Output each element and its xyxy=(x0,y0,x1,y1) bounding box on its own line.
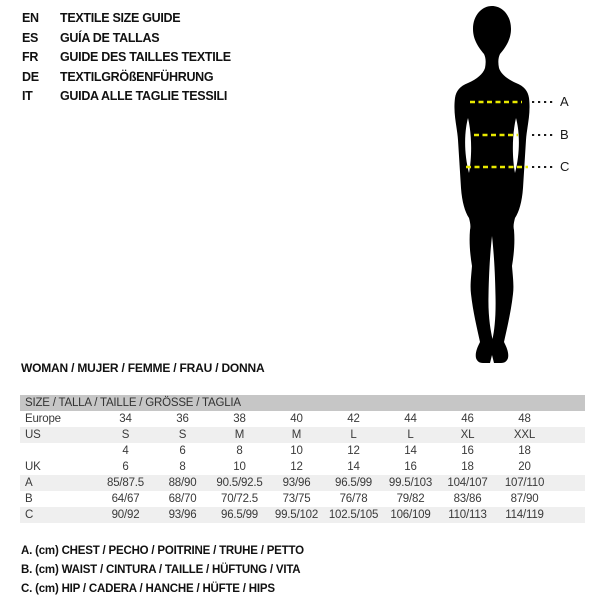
row-spacer xyxy=(553,491,585,507)
size-cell: M xyxy=(234,429,245,441)
size-cell: 14 xyxy=(404,445,417,457)
table-row xyxy=(20,411,585,427)
size-cell: 48 xyxy=(518,413,531,425)
size-cell: 38 xyxy=(233,413,246,425)
table-row xyxy=(20,459,585,475)
marker-label-b: B xyxy=(560,127,569,142)
size-cell: 12 xyxy=(347,445,360,457)
lang-row-en xyxy=(22,9,231,29)
table-row xyxy=(20,507,585,523)
table-row xyxy=(20,443,585,459)
size-cell: 10 xyxy=(233,461,246,473)
size-cell: 99.5/103 xyxy=(388,477,433,489)
size-cell: L xyxy=(350,429,357,441)
row-spacer xyxy=(553,475,585,491)
row-label: US xyxy=(25,429,41,441)
size-cell: 18 xyxy=(518,445,531,457)
size-cell: 93/96 xyxy=(168,509,197,521)
size-cell: 107/110 xyxy=(504,477,545,489)
size-table-header-row xyxy=(20,395,585,411)
size-cell: 79/82 xyxy=(396,493,425,505)
size-cell: 70/72.5 xyxy=(221,493,258,505)
lang-code: IT xyxy=(22,89,33,103)
size-cell: 106/109 xyxy=(390,509,431,521)
size-cell: 14 xyxy=(347,461,360,473)
size-cell: 85/87.5 xyxy=(107,477,144,489)
size-cell: 93/96 xyxy=(282,477,311,489)
size-cell: 96.5/99 xyxy=(335,477,372,489)
lang-code: FR xyxy=(22,50,39,64)
size-cell: 44 xyxy=(404,413,417,425)
measurement-legend xyxy=(21,542,304,599)
lang-text: TEXTILE SIZE GUIDE xyxy=(60,11,181,25)
row-label: C xyxy=(25,509,34,521)
size-cell: S xyxy=(121,429,130,441)
language-title-block xyxy=(22,9,231,107)
size-cell: 99.5/102 xyxy=(274,509,319,521)
size-cell: M xyxy=(291,429,302,441)
size-cell: 64/67 xyxy=(111,493,140,505)
row-spacer xyxy=(553,411,585,427)
size-cell: 88/90 xyxy=(168,477,197,489)
size-cell: 90/92 xyxy=(111,509,140,521)
table-row xyxy=(20,427,585,443)
lang-code: ES xyxy=(22,30,39,45)
table-row xyxy=(20,491,585,507)
size-cell: 12 xyxy=(290,461,303,473)
size-cell: 20 xyxy=(518,461,531,473)
row-spacer xyxy=(553,443,585,459)
legend-line-waist: B. (cm) WAIST / CINTURA / TAILLE / HÜFTUNG / VITA xyxy=(21,564,301,576)
lang-code: EN xyxy=(22,11,39,25)
size-cell: XXL xyxy=(513,429,536,441)
size-cell: L xyxy=(407,429,414,441)
row-spacer xyxy=(553,507,585,523)
legend-line-hip: C. (cm) HIP / CADERA / HANCHE / HÜFTE / HIPS xyxy=(21,583,275,595)
lang-row-de xyxy=(22,68,231,88)
row-spacer xyxy=(553,427,585,443)
size-cell: 10 xyxy=(290,445,303,457)
size-cell: 36 xyxy=(176,413,189,425)
row-label: UK xyxy=(25,461,41,473)
size-cell: 73/75 xyxy=(282,493,311,505)
row-spacer xyxy=(553,459,585,475)
size-cell: 18 xyxy=(461,461,474,473)
size-cell: 76/78 xyxy=(339,493,368,505)
table-row xyxy=(20,475,585,491)
size-cell: 104/107 xyxy=(447,477,488,489)
size-cell: 114/119 xyxy=(505,509,544,521)
size-cell: S xyxy=(178,429,187,441)
size-cell: 6 xyxy=(179,445,186,457)
size-table xyxy=(20,395,585,523)
size-cell: 6 xyxy=(122,461,129,473)
size-cell: 16 xyxy=(404,461,417,473)
row-label xyxy=(20,443,97,459)
lang-text: GUIDE DES TAILLES TEXTILE xyxy=(60,50,231,64)
row-label: Europe xyxy=(25,413,61,425)
size-table-header: SIZE / TALLA / TAILLE / GRÖSSE / TAGLIA xyxy=(20,395,585,411)
size-cell: 68/70 xyxy=(168,493,197,505)
size-cell: XL xyxy=(460,429,475,441)
lang-row-it xyxy=(22,87,231,107)
size-cell: 83/86 xyxy=(453,493,482,505)
woman-silhouette-figure xyxy=(408,2,593,378)
woman-silhouette xyxy=(454,6,529,363)
size-table-body xyxy=(20,411,585,523)
size-cell: 34 xyxy=(119,413,132,425)
lang-row-es xyxy=(22,29,231,49)
row-label: A xyxy=(25,477,33,489)
lang-text: GUIDA ALLE TAGLIE TESSILI xyxy=(60,89,228,103)
section-title: WOMAN / MUJER / FEMME / FRAU / DONNA xyxy=(21,361,265,375)
marker-label-c: C xyxy=(560,159,570,174)
size-cell: 87/90 xyxy=(510,493,539,505)
size-cell: 42 xyxy=(347,413,360,425)
lang-text: GUÍA DE TALLAS xyxy=(60,30,160,45)
lang-code: DE xyxy=(22,69,39,84)
size-cell: 110/113 xyxy=(448,509,487,521)
size-cell: 40 xyxy=(290,413,303,425)
lang-text: TEXTILGRÖßENFÜHRUNG xyxy=(60,69,214,84)
size-cell: 46 xyxy=(461,413,474,425)
legend-line-chest: A. (cm) CHEST / PECHO / POITRINE / TRUHE / PETTO xyxy=(21,545,304,557)
size-cell: 16 xyxy=(461,445,474,457)
row-label: B xyxy=(25,493,33,505)
size-cell: 102.5/105 xyxy=(328,509,379,521)
size-cell: 4 xyxy=(122,445,129,457)
marker-label-a: A xyxy=(560,94,569,109)
size-cell: 90.5/92.5 xyxy=(216,477,263,489)
size-cell: 8 xyxy=(179,461,186,473)
lang-row-fr xyxy=(22,48,231,68)
size-cell: 8 xyxy=(236,445,243,457)
size-cell: 96.5/99 xyxy=(221,509,258,521)
